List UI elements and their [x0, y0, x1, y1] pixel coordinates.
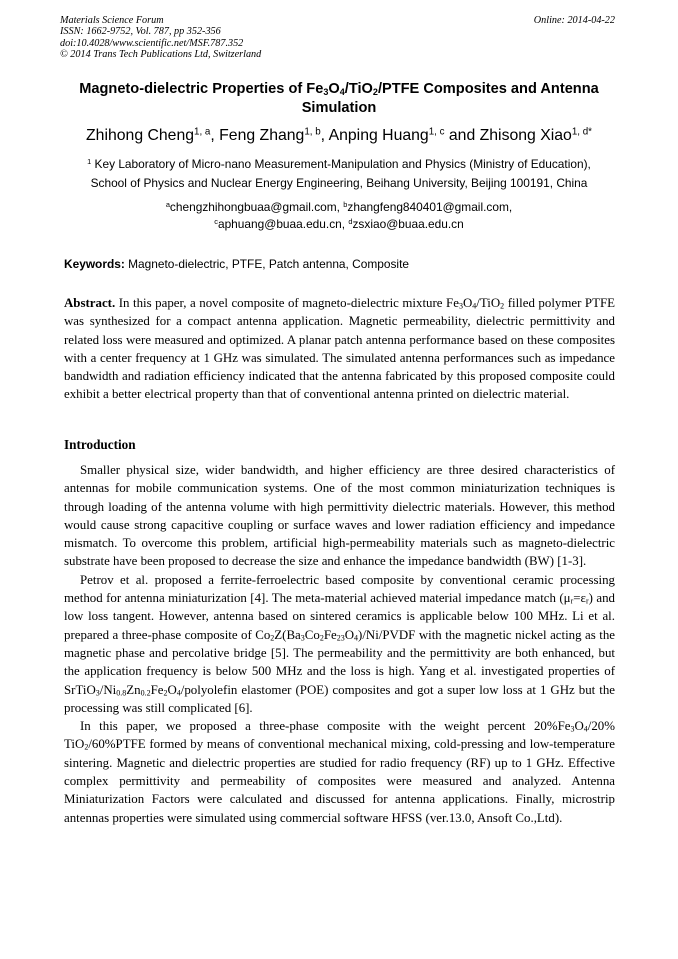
- publication-header: [60, 15, 615, 61]
- doi-line: doi:10.4028/www.scientific.net/MSF.787.352: [60, 37, 244, 49]
- paragraph: In this paper, we proposed a three-phase composite with the weight percent $20\%Fe_3O_4/20\%$ TiO$_2$/60%PTFE formed by means of conventional mechanical mixing, cold-pressing and low-temperature sintering. Magnetic and dielectric properties are studied for radio frequency (RF) up to 1 GHz. Effective complex permittivity and permeability of composites were measured and analyzed. Antenna Miniaturization Factors were calculated and discussed for antenna applications. Finally, microstrip antennas properties were simulated using commercial software HFSS (ver.13.0, Ansoft Co.,Ltd).: [64, 719, 615, 825]
- author-name: Zhihong Cheng: [86, 127, 195, 144]
- email-link[interactable]: aphuang@buaa.edu.cn,: [217, 217, 349, 231]
- author-list: Zhihong Cheng$^{1, a}$, Feng Zhang$^{1, b}$, Anping Huang$^{1, c}$ and Zhisong Xiao$^{1, d*}$: [86, 126, 592, 144]
- paragraph: Petrov et al. proposed a ferrite-ferroelectric based composite by conventional ceramic processing method for antenna miniaturization [4]. The meta-material achieved material impedance match $(\mu_r=\varepsilon_r)$ and low loss tangent. However, antenna based on sintered ceramics is applicable below 100 MHz. Li et al. prepared a three-phase composite of $Co_2Z(Ba_3Co_2Fe_{23}O_4)/Ni$/PVDF with the magnetic nickel acting as the magnetic phase and percolative bridge [5]. The permeability and the permittivity are both enhanced, but the application frequency is below 500 MHz and the loss is high. Yang et al. investigated properties of $SrTiO_3/Ni_{0.8}Zn_{0.2}Fe_2O_4$/polyolefin elastomer (POE) composites and got a super low loss at 1 GHz but the processing was still complicated [6].: [64, 572, 615, 715]
- keywords-text: Magneto-dielectric, PTFE, Patch antenna, Composite: [124, 257, 409, 271]
- online-date: Online: 2014-04-22: [533, 15, 615, 26]
- email-link[interactable]: chengzhihongbuaa@gmail.com,: [169, 200, 344, 214]
- email-link[interactable]: zsxiao@buaa.edu.cn: [352, 217, 464, 231]
- author-name: Anping Huang: [328, 127, 429, 144]
- author-name: Feng Zhang: [219, 127, 305, 144]
- introduction-body: [64, 461, 615, 827]
- abstract-label: Abstract.: [64, 296, 116, 310]
- author-name: Zhisong Xiao: [479, 127, 572, 144]
- section-heading-introduction: Introduction: [64, 437, 136, 452]
- paragraph: Smaller physical size, wider bandwidth, and higher efficiency are three desired characteristics of antennas for mobile communication systems. One of the most common miniaturization techniques is through loading of the antenna volume with high permittivity dielectric materials. However, this method would cause strong capacitive coupling or surface waves and lower radiation efficiency and impedance mismatch. To overcome this problem, artificial high-permeability materials such as magneto-dielectric substrate have been proposed to decrease the size and enhance the impedance bandwidth (BW) [1-3].: [64, 463, 615, 569]
- issn-line: ISSN: 1662-9752, Vol. 787, pp 352-356: [60, 26, 221, 38]
- abstract: Abstract. In this paper, a novel composite of magneto-dielectric mixture $Fe_3O_4/TiO_2$ filled polymer PTFE was synthesized for a compact antenna application. Magnetic permeability, dielectric permittivity and related loss were measured and optimized. A planar patch antenna performance based on these composites with a center frequency at 1 GHz was simulated. The simulated antenna performances such as impedance bandwidth and radiation efficiency indicated that the antenna fabricated by this proposed composite could exhibit a better electrical property than that of conventional antenna printed on dielectric material.: [64, 296, 616, 402]
- keywords-label: Keywords:: [64, 257, 125, 271]
- copyright-line: © 2014 Trans Tech Publications Ltd, Switzerland: [60, 49, 262, 61]
- journal-name: Materials Science Forum: [60, 15, 164, 26]
- affiliation: $^1$ Key Laboratory of Micro-nano Measurement-Manipulation and Physics (Ministry of Education), School of Physics and Nuclear Energy Engineering, Beihang University, Beijing 100191, China: [87, 156, 591, 190]
- email-link[interactable]: zhangfeng840401@gmail.com,: [347, 200, 513, 214]
- paper-title: Magneto-dielectric Properties of $Fe_3O_4/TiO_2$/PTFE Composites and Antenna Simulation: [79, 81, 599, 116]
- keywords: [64, 256, 624, 272]
- author-emails: $^a$chengzhihongbuaa@gmail.com, $^b$zhangfeng840401@gmail.com, $^c$aphuang@buaa.edu.cn, $^d$zsxiao@buaa.edu.cn: [165, 199, 513, 231]
